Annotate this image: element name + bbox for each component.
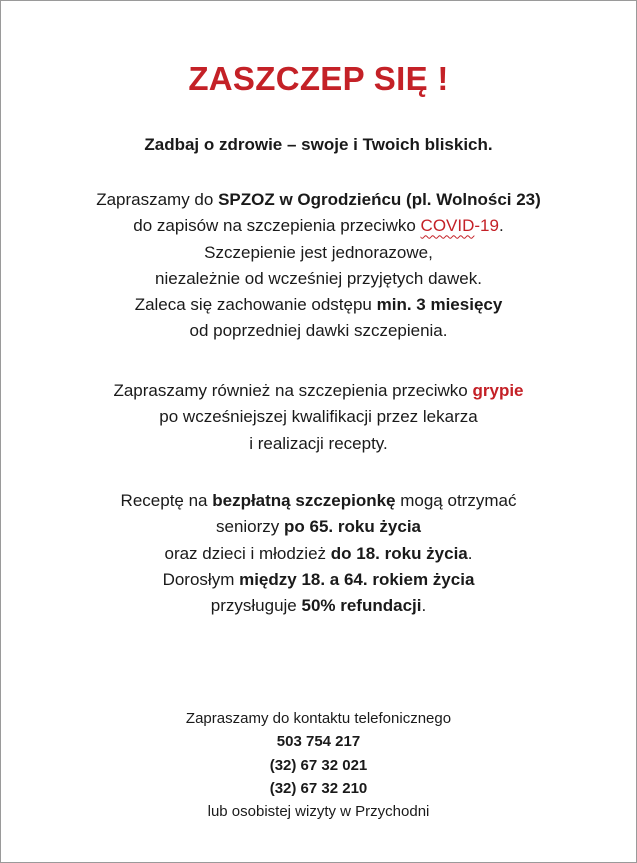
flu-line-3: i realizacji recepty.: [249, 433, 388, 453]
prescription-line-3: [1, 541, 636, 567]
phone-number: (32) 67 32 210: [269, 779, 368, 797]
flu-line-1: [1, 378, 636, 404]
adults-age: między 18. a 64. rokiem życia: [239, 569, 475, 589]
phone-number: (32) 67 32 021: [269, 756, 368, 774]
covid-word: COVID: [420, 216, 475, 236]
covid-number: -19: [474, 216, 499, 236]
prescription-line-2: [1, 514, 636, 540]
covid-registration-text: do zapisów na szczepienia przeciwko: [133, 216, 421, 236]
flu-vaccination-section: [1, 378, 636, 457]
seniors-text: seniorzy: [215, 517, 285, 537]
covid-interval-text: Zaleca się zachowanie odstępu: [134, 295, 377, 315]
covid-line-1: [1, 187, 636, 213]
covid-line-2: [1, 213, 636, 239]
prescription-section: [1, 488, 636, 619]
children-text: oraz dzieci i młodzież: [164, 543, 331, 563]
covid-line-3: Szczepienie jest jednorazowe,: [204, 242, 433, 262]
flu-word: grypie: [472, 381, 524, 400]
free-vaccine-text: bezpłatną szczepionkę: [212, 491, 396, 510]
covid-interval-value: min. 3 miesięcy: [376, 295, 503, 315]
refund-text: przysługuje: [210, 596, 302, 616]
covid-line-4: niezależnie od wcześniej przyjętych dawek.: [155, 268, 482, 288]
poster-title: ZASZCZEP SIĘ !: [188, 60, 449, 97]
covid-vaccination-section: [1, 187, 636, 345]
prescription-line-5: [1, 593, 636, 619]
children-period: .: [467, 543, 473, 563]
clinic-name: SPZOZ w Ogrodzieńcu (pl. Wolności 23): [218, 190, 541, 209]
contact-intro: Zapraszamy do kontaktu telefonicznego: [185, 710, 452, 727]
poster-subtitle: Zadbaj o zdrowie – swoje i Twoich bliskich.: [144, 135, 493, 154]
refund-period: .: [421, 596, 427, 616]
covid-invite-text: Zapraszamy do: [96, 190, 219, 209]
covid-period: .: [498, 216, 504, 236]
covid-line-6: od poprzedniej dawki szczepienia.: [189, 321, 448, 341]
adults-text: Dorosłym: [162, 569, 240, 589]
covid-line-5: [1, 292, 636, 318]
phone-number: 503 754 217: [276, 733, 361, 751]
prescription-line-4: [1, 567, 636, 593]
prescription-line-1: [1, 488, 636, 514]
prescription-text-c: mogą otrzymać: [395, 491, 517, 510]
contact-outro: lub osobistej wizyty w Przychodni: [207, 803, 430, 821]
seniors-age: po 65. roku życia: [284, 517, 422, 537]
children-age: do 18. roku życia: [330, 543, 468, 563]
flu-line-2: po wcześniejszej kwalifikacji przez lekarza: [159, 407, 478, 427]
flu-invite-text: Zapraszamy również na szczepienia przeciwko: [113, 381, 473, 400]
contact-section: [1, 707, 636, 823]
prescription-text-a: Receptę na: [120, 491, 213, 510]
refund-value: 50% refundacji: [301, 596, 422, 616]
